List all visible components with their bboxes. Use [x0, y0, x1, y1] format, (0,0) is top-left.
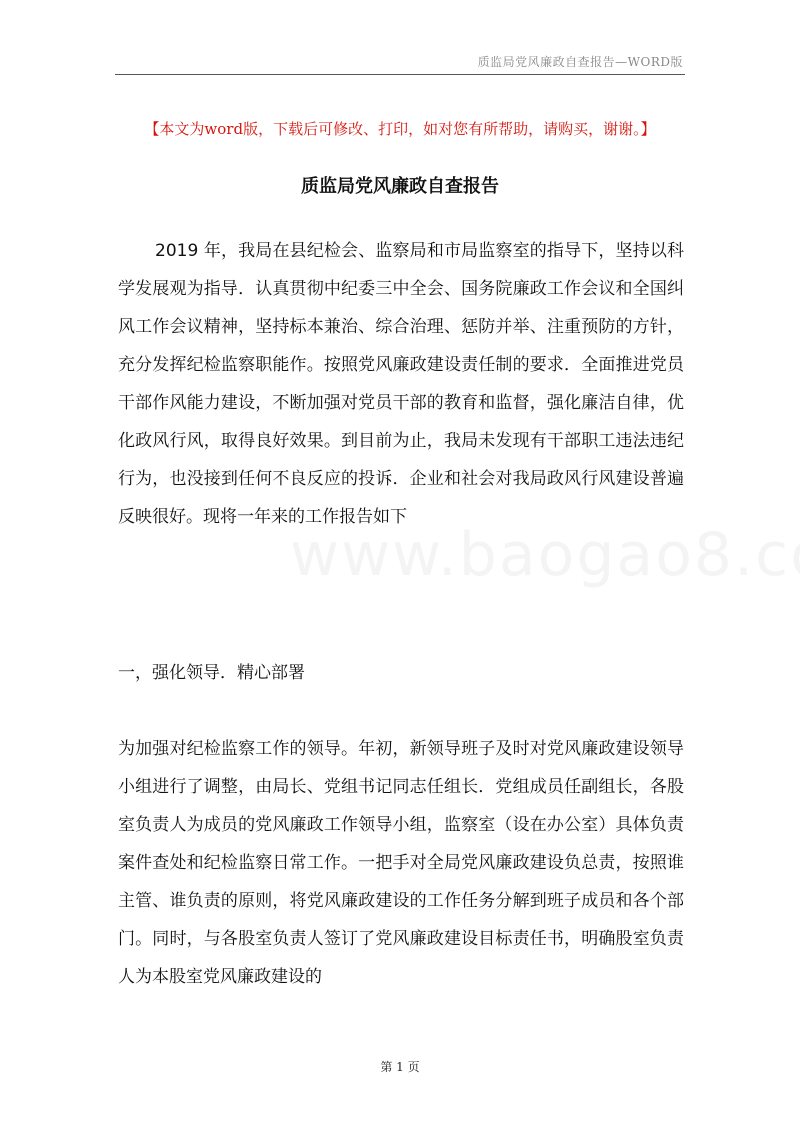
- header-divider: [115, 74, 685, 75]
- body-paragraph-1: 2019 年，我局在县纪检会、监察局和市局监察室的指导下，坚持以科学发展观为指导．认真贯彻中纪委三中全会、国务院廉政工作会议和全国纠风工作会议精神，坚持标本兼治、综合治理、惩防并举、注重预防的方针，充分发挥纪检监察职能作。按照党风廉政建设责任制的要求．全面推进党员干部作风能力建设，不断加强对党员干部的教育和监督，强化廉洁自律，优化政风行风，取得良好效果。到目前为止，我局未发现有干部职工违法违纪行为，也没接到任何不良反应的投诉．企业和社会对我局政风行风建设普遍反映很好。现将一年来的工作报告如下: [118, 241, 684, 527]
- page-number: 第 1 页: [380, 1060, 420, 1074]
- section-heading-1: 一，强化领导．精心部署: [118, 663, 305, 683]
- document-title: 质监局党风廉政自查报告: [301, 176, 499, 197]
- body-paragraph-2: 为加强对纪检监察工作的领导。年初，新领导班子及时对党风廉政建设领导小组进行了调整，由局长、党组书记同志任组长．党组成员任副组长，各股室负责人为成员的党风廉政工作领导小组，监察室（设在办公室）具体负责案件查处和纪检监察日常工作。一把手对全局党风廉政建设负总责，按照谁主管、谁负责的原则，将党风廉政建设的工作任务分解到班子成员和各个部门。同时，与各股室负责人签订了党风廉政建设目标责任书，明确股室负责人为本股室党风廉政建设的: [118, 739, 684, 987]
- download-notice: 【本文为word版，下载后可修改、打印，如对您有所帮助，请购买，谢谢。】: [144, 120, 656, 138]
- running-header: 质监局党风廉政自查报告—WORD版: [477, 55, 683, 69]
